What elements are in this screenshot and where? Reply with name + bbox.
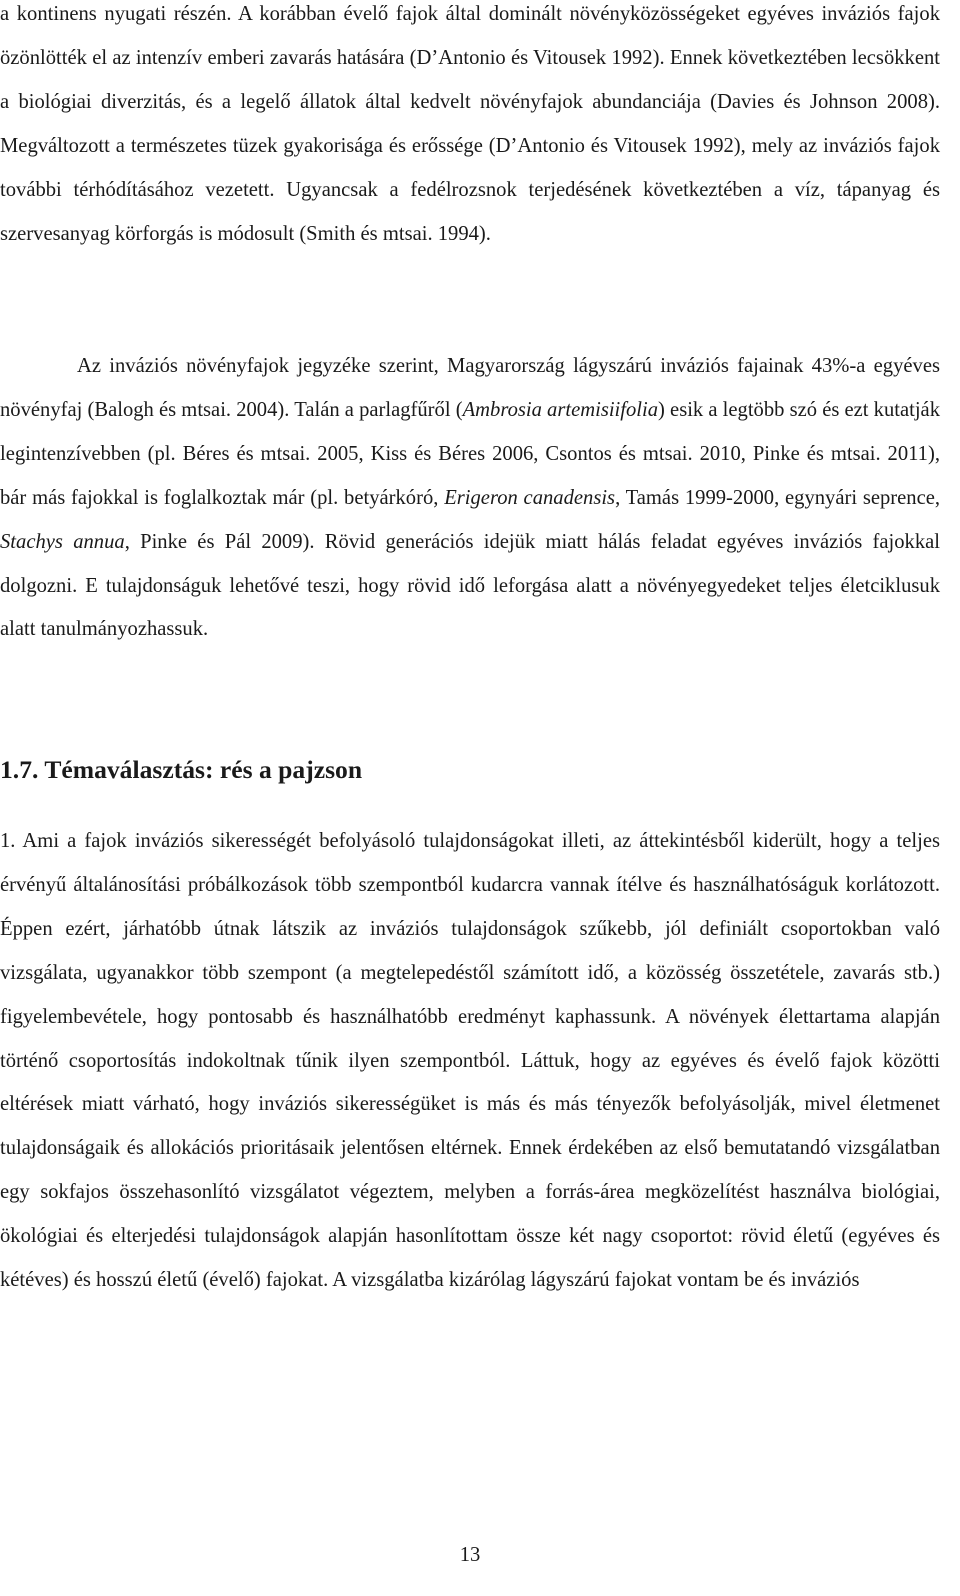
species-name-ambrosia: Ambrosia artemisiifolia <box>462 398 659 421</box>
section-heading: 1.7. Témaválasztás: rés a pajzson <box>0 755 363 784</box>
paragraph-2-text-4: , Pinke és Pál 2009). Rövid generációs idejük miatt hálás feladat egyéves inváziós fajokkal dolgozni. E tulajdonságuk lehetővé teszi, hogy rövid idő leforgása alatt a növényegyedeket teljes életciklusuk alatt tanulmányozhassuk. <box>0 530 941 641</box>
species-name-stachys: Stachys annua <box>0 530 125 553</box>
section-paragraph: 1. Ami a fajok inváziós sikerességét befolyásoló tulajdonságokat illeti, az áttekintésből kiderült, hogy a teljes érvényű általánosítási próbálkozások több szempontból kudarcra vannak ítélve és használhatóságuk korlátozott. Éppen ezért, járhatóbb útnak látszik az inváziós tulajdonságok szűkebb, jól definiált csoportokban való vizsgálata, ugyanakkor több szempont (a megtelepedéstől számított idő, a közösség összetétele, zavarás stb.) figyelembevétele, hogy pontosabb és használhatóbb eredményt kaphassunk. A növények élettartama alapján történő csoportosítás indokoltnak tűnik ilyen szempontból. Láttuk, hogy az egyéves és évelő fajok közötti eltérések miatt várható, hogy inváziós sikerességüket is más és más tényezők befolyásolják, mivel életmenet tulajdonságaik és allokációs prioritásaik jelentősen eltérnek. Ennek érdekében az első bemutatandó vizsgálatban egy sokfajos összehasonlító vizsgálatot végeztem, melyben a forrás-área megközelítést használva biológiai, ökológiai és elterjedési tulajdonságok alapján hasonlítottam össze két nagy csoportot: rövid életű (egyéves és kétéves) és hosszú életű (évelő) fajokat. A vizsgálatba kizárólag lágyszárú fajokat vontam be és inváziós <box>0 830 940 1292</box>
continuation-paragraph-block <box>0 0 940 256</box>
paragraph-2-text-2: ) esik a legtöbb szó és ezt kutatják legintenzívebben (pl. Béres és mtsai. 2005, Kiss és Béres 2006, Csontos és mtsai. 2010, Pinke és mtsai. 2011), bár más fajokkal is foglalkoztak már (pl. betyárkóró, <box>0 398 940 509</box>
paragraph-2-text-3: , Tamás 1999-2000, egynyári seprence, <box>615 486 941 509</box>
section-paragraph-block <box>0 820 940 1303</box>
continuation-paragraph: a kontinens nyugati részén. A korábban évelő fajok által dominált növényközösségeket egyéves inváziós fajok özönlötték el az intenzív emberi zavarás hatására (D’Antonio és Vitousek 1992). Ennek következtében lecsökkent a biológiai diverzitás, és a legelő állatok által kedvelt növényfajok abundanciája (Davies és Johnson 2008). Megváltozott a természetes tüzek gyakorisága és erőssége (D’Antonio és Vitousek 1992), mely az inváziós fajok további térhódításához vezetett. Ugyancsak a fedélrozsnok terjedésének következtében a víz, tápanyag és szervesanyag körforgás is módosult (Smith és mtsai. 1994). <box>0 3 940 245</box>
paragraph-2 <box>0 345 940 652</box>
paragraph-2-block <box>0 345 940 652</box>
species-name-erigeron: Erigeron canadensis <box>444 486 616 509</box>
paragraph-2-text-1: Az inváziós növényfajok jegyzéke szerint, Magyarország lágyszárú inváziós fajainak 43%-a egyéves növényfaj (Balogh és mtsai. 2004). Talán a parlagfűről ( <box>0 355 940 421</box>
page-number: 13 <box>459 1544 481 1566</box>
